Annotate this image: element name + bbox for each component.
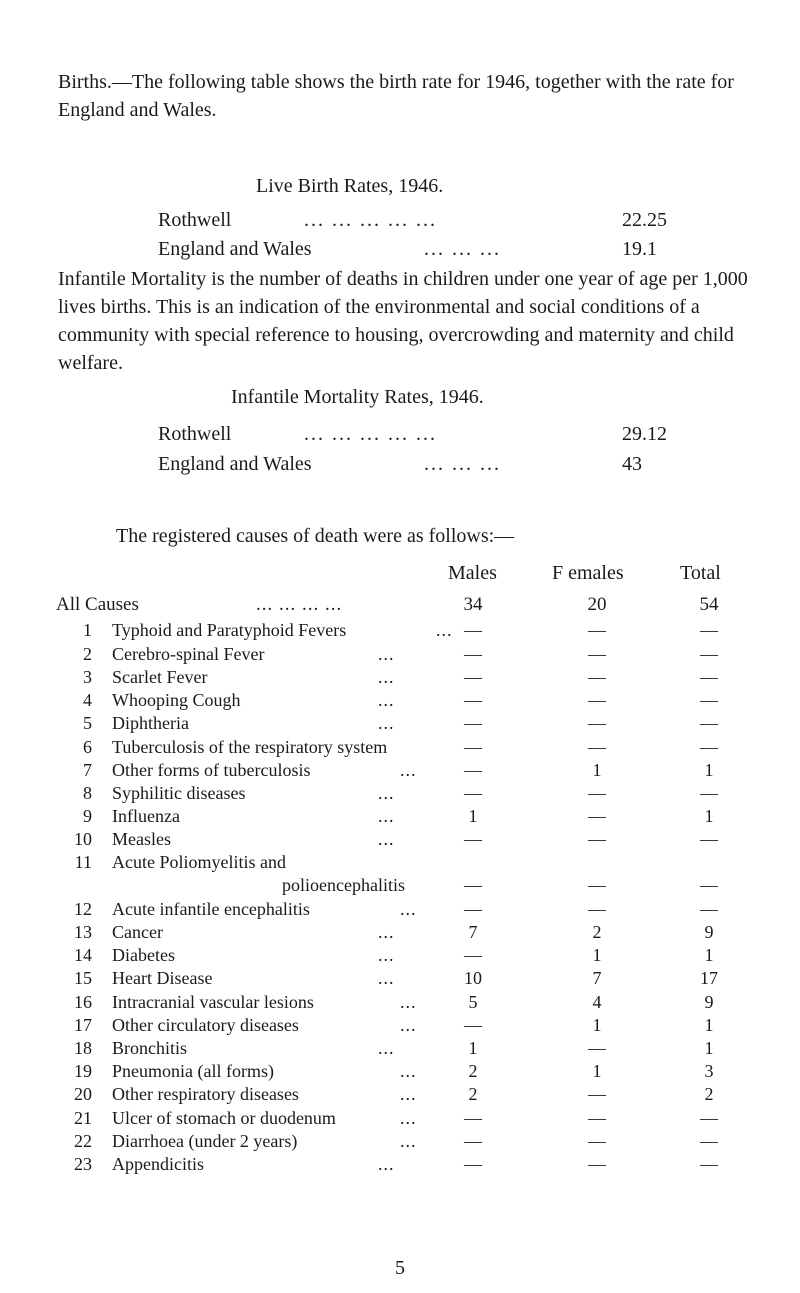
all-causes-females: 20 bbox=[587, 594, 607, 615]
table-row bbox=[0, 992, 800, 1015]
row-males: 2 bbox=[468, 1061, 478, 1081]
row-cause: Other circulatory diseases bbox=[112, 1015, 299, 1035]
row-females: 1 bbox=[592, 945, 602, 965]
row-cause: Cerebro-spinal Fever bbox=[112, 644, 265, 664]
row-cause: Scarlet Fever bbox=[112, 667, 208, 687]
row-cause: Diarrhoea (under 2 years) bbox=[112, 1131, 298, 1151]
row-females: — bbox=[588, 1108, 606, 1128]
row-total: — bbox=[700, 875, 718, 895]
row-number: 3 bbox=[83, 667, 92, 687]
row-cause: Syphilitic diseases bbox=[112, 783, 246, 803]
row-cause: Intracranial vascular lesions bbox=[112, 992, 314, 1012]
row-total: 1 bbox=[704, 760, 714, 780]
row-total: 9 bbox=[704, 992, 714, 1012]
row-females: — bbox=[588, 667, 606, 687]
infant-rate-label: Rothwell bbox=[158, 423, 232, 445]
birth-rate-row bbox=[158, 209, 667, 237]
row-number: 4 bbox=[83, 690, 92, 710]
row-females: — bbox=[588, 806, 606, 826]
leader-dots: ... ... ... bbox=[424, 238, 501, 260]
row-total: 1 bbox=[704, 1015, 714, 1035]
row-females: — bbox=[588, 644, 606, 664]
row-males: — bbox=[464, 690, 482, 710]
row-females: 4 bbox=[592, 992, 602, 1012]
row-number: 21 bbox=[74, 1108, 92, 1128]
row-males: — bbox=[464, 1131, 482, 1151]
row-females: 7 bbox=[592, 968, 602, 988]
row-males: — bbox=[464, 620, 482, 640]
row-females: — bbox=[588, 690, 606, 710]
row-cause: Ulcer of stomach or duodenum bbox=[112, 1108, 336, 1128]
leader-dots: ... ... ... ... ... bbox=[304, 423, 437, 445]
row-cause: Diphtheria bbox=[112, 713, 189, 733]
table-row bbox=[0, 760, 800, 783]
row-number: 17 bbox=[74, 1015, 92, 1035]
leader-dots: ... bbox=[378, 945, 395, 965]
row-cause: Cancer bbox=[112, 922, 163, 942]
table-row bbox=[0, 620, 800, 643]
row-number: 23 bbox=[74, 1154, 92, 1174]
leader-dots: ... bbox=[378, 968, 395, 988]
row-cause: Acute Poliomyelitis and bbox=[112, 852, 286, 872]
leader-dots: ... bbox=[436, 620, 453, 640]
infant-mortality-paragraph: Infantile Mortality is the number of deaths in children under one year of age per 1,000 lives births. This is an indication of the environmental and social conditions of a community with special reference to housing, overcrowding and maternity and child welfare. bbox=[58, 268, 748, 374]
row-number: 10 bbox=[74, 829, 92, 849]
row-females: 1 bbox=[592, 1061, 602, 1081]
row-number: 8 bbox=[83, 783, 92, 803]
leader-dots: ... bbox=[378, 922, 395, 942]
row-females: — bbox=[588, 829, 606, 849]
birth-rate-value: 19.1 bbox=[622, 238, 657, 260]
table-row bbox=[0, 922, 800, 945]
row-females: — bbox=[588, 620, 606, 640]
leader-dots: ... bbox=[400, 1015, 417, 1035]
row-total: — bbox=[700, 783, 718, 803]
row-number: 20 bbox=[74, 1084, 92, 1104]
row-cause: Measles bbox=[112, 829, 171, 849]
row-total: — bbox=[700, 1108, 718, 1128]
table-row bbox=[0, 899, 800, 922]
row-males: 1 bbox=[468, 806, 478, 826]
table-row bbox=[0, 737, 800, 760]
page-number: 5 bbox=[395, 1257, 405, 1279]
row-females: — bbox=[588, 1084, 606, 1104]
row-females: 2 bbox=[592, 922, 602, 942]
row-number: 19 bbox=[74, 1061, 92, 1081]
row-number: 15 bbox=[74, 968, 92, 988]
row-cause: Pneumonia (all forms) bbox=[112, 1061, 274, 1081]
row-males: — bbox=[464, 945, 482, 965]
leader-dots: ... bbox=[378, 783, 395, 803]
birth-rate-row bbox=[158, 238, 657, 266]
row-total: — bbox=[700, 620, 718, 640]
row-cause: Other respiratory diseases bbox=[112, 1084, 299, 1104]
row-total: — bbox=[700, 899, 718, 919]
row-males: — bbox=[464, 713, 482, 733]
leader-dots: ... bbox=[378, 667, 395, 687]
leader-dots: ... bbox=[378, 1154, 395, 1174]
table-row bbox=[0, 806, 800, 829]
causes-intro: The registered causes of death were as follows:— bbox=[116, 525, 515, 547]
leader-dots: ... ... ... ... bbox=[256, 594, 343, 615]
row-females: — bbox=[588, 899, 606, 919]
birth-rates-title: Live Birth Rates, 1946. bbox=[256, 175, 444, 197]
row-total: 17 bbox=[700, 968, 718, 988]
row-cause: Typhoid and Paratyphoid Fevers bbox=[112, 620, 347, 640]
leader-dots: ... bbox=[400, 992, 417, 1012]
row-males: — bbox=[464, 1154, 482, 1174]
row-females: 1 bbox=[592, 1015, 602, 1035]
table-row bbox=[0, 1131, 800, 1154]
row-number: 13 bbox=[74, 922, 92, 942]
births-paragraph: Births.—The following table shows the birth rate for 1946, together with the rate for England and Wales. bbox=[58, 71, 734, 121]
table-row bbox=[0, 1038, 800, 1061]
row-number: 14 bbox=[74, 945, 92, 965]
row-males: 2 bbox=[468, 1084, 478, 1104]
row-males: — bbox=[464, 875, 482, 895]
row-males: — bbox=[464, 760, 482, 780]
row-total: 1 bbox=[704, 945, 714, 965]
row-total: — bbox=[700, 644, 718, 664]
all-causes-row bbox=[0, 594, 800, 617]
row-number: 2 bbox=[83, 644, 92, 664]
infant-rate-value: 29.12 bbox=[622, 423, 667, 445]
row-total: — bbox=[700, 713, 718, 733]
row-number: 12 bbox=[74, 899, 92, 919]
all-causes-total: 54 bbox=[699, 594, 719, 615]
row-males: — bbox=[464, 1108, 482, 1128]
leader-dots: ... bbox=[400, 1084, 417, 1104]
row-total: 2 bbox=[704, 1084, 714, 1104]
row-males: — bbox=[464, 829, 482, 849]
row-total: — bbox=[700, 690, 718, 710]
row-cause-continuation: polioencephalitis bbox=[282, 875, 405, 895]
table-row bbox=[0, 1154, 800, 1177]
table-row bbox=[0, 713, 800, 736]
leader-dots: ... bbox=[378, 829, 395, 849]
infant-rate-row bbox=[158, 423, 667, 451]
row-number: 18 bbox=[74, 1038, 92, 1058]
row-males: — bbox=[464, 737, 482, 757]
leader-dots: ... bbox=[378, 713, 395, 733]
row-females: — bbox=[588, 783, 606, 803]
row-females: — bbox=[588, 1038, 606, 1058]
table-row bbox=[0, 1015, 800, 1038]
row-males: 1 bbox=[468, 1038, 478, 1058]
row-total: — bbox=[700, 1131, 718, 1151]
col-header-males: Males bbox=[448, 562, 497, 584]
row-males: — bbox=[464, 644, 482, 664]
row-number: 5 bbox=[83, 713, 92, 733]
table-row bbox=[0, 783, 800, 806]
row-females: — bbox=[588, 713, 606, 733]
leader-dots: ... bbox=[400, 760, 417, 780]
row-number: 16 bbox=[74, 992, 92, 1012]
row-females: 1 bbox=[592, 760, 602, 780]
table-row bbox=[0, 644, 800, 667]
table-row bbox=[0, 667, 800, 690]
row-cause: Appendicitis bbox=[112, 1154, 204, 1174]
row-males: — bbox=[464, 1015, 482, 1035]
row-cause: Whooping Cough bbox=[112, 690, 241, 710]
leader-dots: ... bbox=[378, 1038, 395, 1058]
row-total: — bbox=[700, 667, 718, 687]
row-cause: Heart Disease bbox=[112, 968, 213, 988]
leader-dots: ... bbox=[400, 1061, 417, 1081]
row-males: — bbox=[464, 783, 482, 803]
col-header-females: F emales bbox=[552, 562, 624, 584]
row-cause: Tuberculosis of the respiratory system bbox=[112, 737, 388, 757]
row-total: — bbox=[700, 737, 718, 757]
row-males: 7 bbox=[468, 922, 478, 942]
row-cause: Acute infantile encephalitis bbox=[112, 899, 310, 919]
leader-dots: ... ... ... ... ... bbox=[304, 209, 437, 231]
row-total: 9 bbox=[704, 922, 714, 942]
row-females: — bbox=[588, 737, 606, 757]
row-total: 1 bbox=[704, 1038, 714, 1058]
row-females: — bbox=[588, 875, 606, 895]
birth-rate-value: 22.25 bbox=[622, 209, 667, 231]
row-number: 9 bbox=[83, 806, 92, 826]
leader-dots: ... bbox=[378, 690, 395, 710]
row-cause: Diabetes bbox=[112, 945, 175, 965]
all-causes-males: 34 bbox=[463, 594, 483, 615]
row-total: 1 bbox=[704, 806, 714, 826]
infant-rates-title: Infantile Mortality Rates, 1946. bbox=[231, 386, 484, 408]
table-row bbox=[0, 968, 800, 991]
birth-rate-label: Rothwell bbox=[158, 209, 232, 231]
col-header-total: Total bbox=[680, 562, 721, 584]
row-total: 3 bbox=[704, 1061, 714, 1081]
table-row bbox=[0, 1108, 800, 1131]
leader-dots: ... bbox=[400, 899, 417, 919]
table-row bbox=[0, 945, 800, 968]
leader-dots: ... bbox=[378, 806, 395, 826]
row-males: 10 bbox=[464, 968, 482, 988]
birth-rate-label: England and Wales bbox=[158, 238, 312, 260]
row-number: 7 bbox=[83, 760, 92, 780]
table-row bbox=[0, 1084, 800, 1107]
row-total: — bbox=[700, 829, 718, 849]
row-females: — bbox=[588, 1154, 606, 1174]
infant-rate-label: England and Wales bbox=[158, 453, 312, 475]
row-number: 6 bbox=[83, 737, 92, 757]
table-row bbox=[0, 1061, 800, 1084]
row-cause: Influenza bbox=[112, 806, 180, 826]
table-row bbox=[0, 829, 800, 852]
leader-dots: ... bbox=[400, 1108, 417, 1128]
row-number: 1 bbox=[83, 620, 92, 640]
row-males: 5 bbox=[468, 992, 478, 1012]
infant-rate-row bbox=[158, 453, 642, 481]
row-number: 22 bbox=[74, 1131, 92, 1151]
row-females: — bbox=[588, 1131, 606, 1151]
all-causes-label: All Causes bbox=[56, 594, 139, 615]
leader-dots: ... ... ... bbox=[424, 453, 501, 475]
infant-rate-value: 43 bbox=[622, 453, 642, 475]
table-row bbox=[0, 690, 800, 713]
row-cause: Other forms of tuberculosis bbox=[112, 760, 311, 780]
row-males: — bbox=[464, 899, 482, 919]
leader-dots: ... bbox=[378, 644, 395, 664]
row-total: — bbox=[700, 1154, 718, 1174]
row-number: 11 bbox=[74, 852, 92, 872]
row-males: — bbox=[464, 667, 482, 687]
row-cause: Bronchitis bbox=[112, 1038, 187, 1058]
leader-dots: ... bbox=[400, 1131, 417, 1151]
